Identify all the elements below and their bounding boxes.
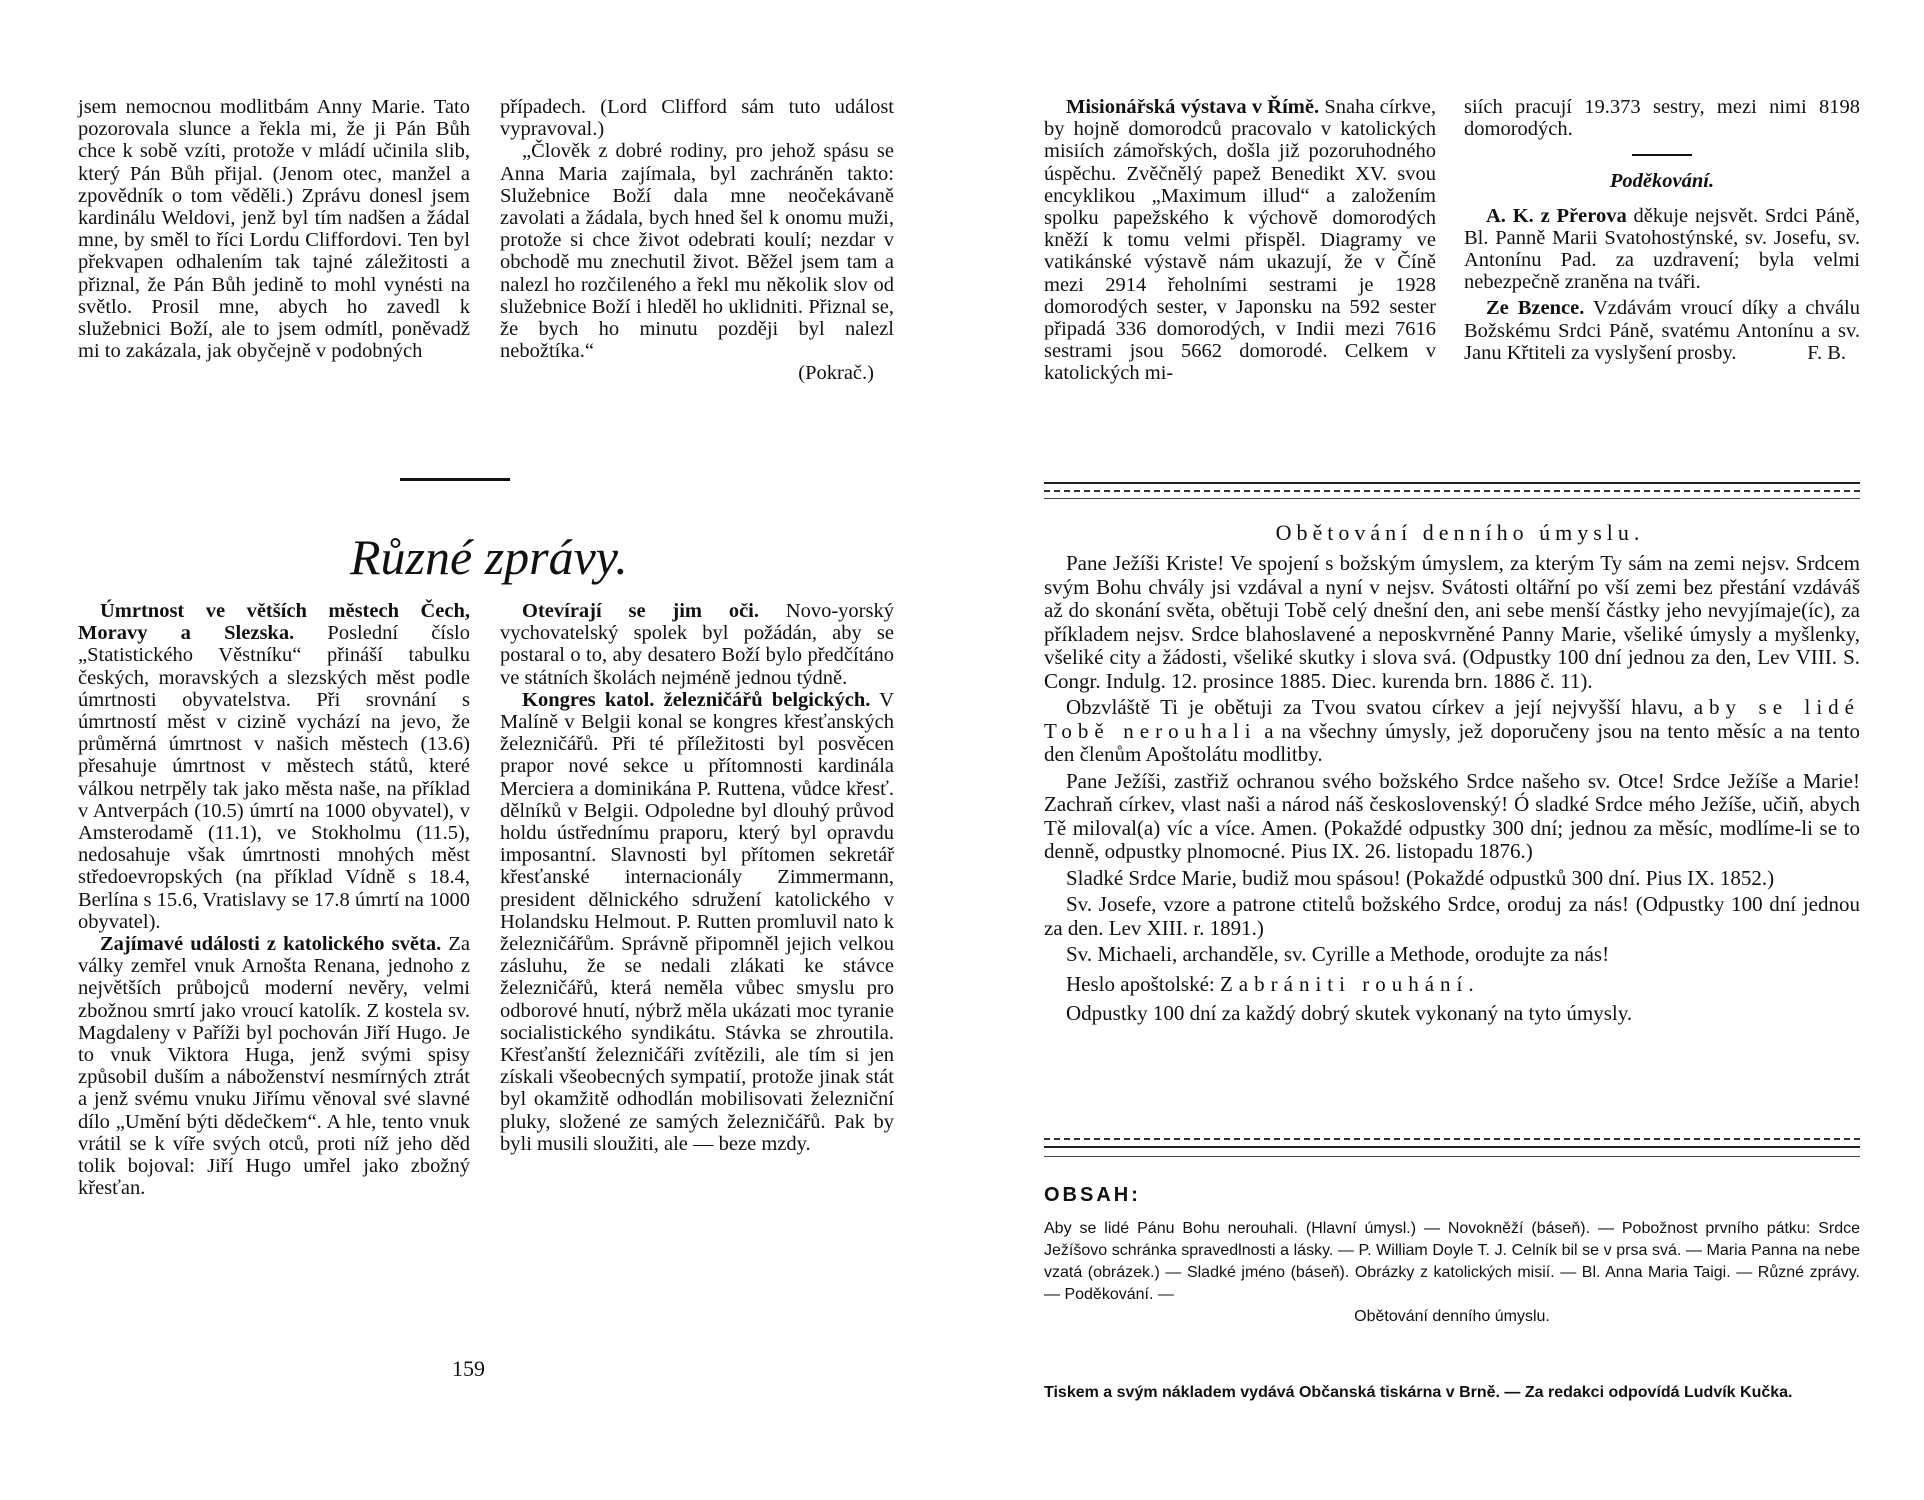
divider [1632, 154, 1692, 156]
publisher-footer: Tiskem a svým nákladem vydává Občanská tiskárna v Brně. — Za redakci odpovídá Ludvík Kučka. [1044, 1384, 1793, 1401]
continued-text-2a: případech. (Lord Clifford sám tuto událost vypravoval.) [500, 96, 894, 141]
continued-text-1: jsem nemocnou modlitbám Anny Marie. Tato pozorovala slunce a řekla mi, že ji Pán Bůh chce k sobě vzíti, protože v mládí učinila slib, který Pán Bůh přijal. (Jenom otec, manžel a zpovědník o tom věděli.) Zprávu donesl jsem kardinálu Weldovi, jenž byl tím nadšen a žádal mne, by směl to říci Lordu Cliffordovi. Ten byl překvapen odhalením tak tajné záležitosti a přiznal, že Pán Bůh jedině to mohl vynésti na světlo. Prosil mne, abych ho zavedl k služebnici Boží, ale to jsem odmítl, poněvadž mi to zakázala, jak obyčejně v podobných [78, 96, 470, 363]
section-divider [400, 478, 510, 481]
continued-text-column-2 [500, 96, 894, 385]
indulgence-note: Odpustky 100 dní za každý dobrý skutek vykonaný na tyto úmysly. [1066, 1001, 1633, 1025]
news-column-2 [500, 600, 894, 1155]
article-heading: Otevírají se jim oči. [522, 600, 759, 622]
article-heading: Kongres katol. železničářů belgických. [522, 688, 871, 711]
prayer-paragraph: Sladké Srdce Marie, budiž mou spásou! (Pokaždé odpustků 300 dní. Pius IX. 1852.) [1066, 865, 1775, 890]
article-missions: Misionářská výstava v Římě. Snaha církve, by hojně domorodců pracovalo v katolických misiích zámořských, došla již pozoruhodného úspěchu. Zvěčnělý papež Benedikt XV. svou encyklikou „Maximum illud“ a založením spolku papežského k výchově domorodých kněží k tomu velmi přispěl. Diagramy ve vatikánské výstavě nám ukazují, že v Číně mezi 2914 řeholními sestrami je 1928 domorodých sester, v Japonsku na 592 sester připadá 336 domorodých, v Indii mezi 7616 sestrami jsou 5662 domorodé. Celkem v katolických mi- [1044, 96, 1436, 385]
thanks-entry-2: Ze Bzence. Vzdávám vroucí díky a chválu Božskému Srdci Páně, svatému Antonínu a sv. Janu Křtiteli za vyslyšení prosby. F. B. [1464, 297, 1860, 364]
signature: F. B. [1807, 341, 1846, 364]
article-eyes-open: Otevírají se jim oči. Novo-yorský vychovatelský spolek byl požádán, aby se postaral o to, aby desatero Boží bylo předčítáno ve státních školách nejméně jednou týdně. [500, 600, 894, 689]
rule [1044, 490, 1860, 492]
article-catholic-world: Zajímavé události z katolického světa. Za války zemřel vnuk Arnošta Renana, jednoho z největších průbojců moderní nevěry, velmi zbožnou smrtí jako vroucí katolík. Z kostela sv. Magdaleny v Paříži byl pochován Jiří Hugo. Je to vnuk Viktora Huga, jenž svými spisy způsobil duším a náboženství nesmírných ztrát a jenž svému vnuku Jiřímu věnoval své slavné dílo „Umění býti dědečkem“. A hle, tento vnuk vrátil se k víře svých otců, proti níž jeho děd tolik bojoval: Jiří Hugo umřel jako zbožný křesťan. [78, 933, 470, 1200]
continued-text-column-1 [78, 96, 470, 362]
contents-last-line: Obětování denního úmyslu. [1354, 1308, 1550, 1325]
rule [1044, 1156, 1860, 1157]
article-heading: Misionářská výstava v Římě. [1066, 96, 1320, 118]
offering-prayer [1044, 552, 1860, 1029]
article-railway-congress: Kongres katol. železničářů belgických. V Malíně v Belgii konal se kongres křesťanských železničářů. Při té příležitosti byl posvěcen prapor nové sekce u přítomnosti kardinála Merciera a dominikána P. Ruttena, vůdce křesť. dělníků v Belgii. Odpoledne byl dlouhý průvod holdu ústřednímu praporu, který byl opravdu imposantní. Slavnosti byl přítomen sekretář křesťanské internacionály Zimmermann, president dělnického sdružení katolického v Holandsku Helmout. P. Rutten promluvil nato k železničářům. Správně připomněl jejich velkou zásluhu, že se nedali zlákati ke stávce železničářů, která neměla vůbec smyslu pro odborové hnutí, nýbrž měla ukázati moc tyranie socialistického syndikátu. Stávka se zhroutila. Křesťanští železničáři zvítězili, ale tím si jen získali všeobecných sympatií, protože jinak stát byl okamžitě odhodlán mobilisovati železniční pluky, složené ze samých železničářů. Pak by byli musili sloužiti, ale — beze mzdy. [500, 688, 894, 1155]
continued-text-2b: „Člověk z dobré rodiny, pro jehož spásu se Anna Maria zajímala, byl zachráněn takto: Služebnice Boží dala mne neočekávaně zavolati a žádala, bych hned šel k onomu muži, protože si chce život odebrati koulí; nezdar v obchodě mu znechutil život. Běžel jsem tam a nalezl ho rozčileného a řekl mu několik slov od služebnice Boží i hleděl ho uklidniti. Přiznal se, že bych ho minutu později byl nalezl nebožtíka.“ [500, 140, 894, 363]
section-title: Různé zprávy. [350, 529, 628, 585]
continued-marker: (Pokrač.) [798, 362, 874, 385]
prayer-paragraph: Obzvláště Ti je obětuji za Tvou svatou církev a její nejvyšší hlavu, aby se lidé Tobě nerouhali a na všechny úmysly, jež doporučeny jsou na tento měsíc a na tento den členům Apoštolátu modlitby. [1044, 695, 1860, 766]
prayer-paragraph: Pane Ježíši, zastřiž ochranou svého božského Srdce našeho sv. Otce! Srdce Ježíše a Marie! Zachraň církev, vlast naši a národ náš československý! Ó sladké Srdce mého Ježíše, učiň, abych Tě miloval(a) víc a více. Amen. (Pokaždé odpustky 300 dní; jednou za měsíc, modlíme-li se to denně, odpustky plnomocné. Pius IX. 26. listopadu 1876.) [1044, 768, 1860, 863]
article-mortality: Úmrtnost ve větších městech Čech, Moravy a Slezska. Poslední číslo „Statistického Věstníku“ přináší tabulku českých, moravských a slezských měst podle úmrtnosti obyvatelstva. Při srovnání s úmrtností měst v cizině vychází na jevo, že průměrná úmrtnost v našich městech (13.6) přesahuje úmrtnost v městech států, které válkou netrpěly tak jako města naše, na příklad v Antverpách (10.5) úmrtí na 1000 obyvatel), v Amsterodamě (11.1), ve Stokholmu (11.5), nedosahuje však úmrtnosti mnohých měst středoevropských (na příklad Vídně s 18.4, Berlína s 15.6, Vratislavy se 17.8 úmrtí na 1000 obyvatel). [78, 600, 470, 933]
prayer-paragraph: Sv. Josefe, vzore a patrone ctitelů božského Srdce, oroduj za nás! (Odpustky 100 dní jednou za den. Lev XIII. r. 1891.) [1044, 892, 1860, 940]
prayer-paragraph: Sv. Michaeli, archanděle, sv. Cyrille a Methode, orodujte za nás! [1066, 942, 1610, 966]
prayer-paragraph: Pane Ježíši Kriste! Ve spojení s božským úmyslem, za kterým Ty sám na zemi nejsv. Srdcem svým Bohu chvály jsi vzdával a nyní v nejsv. Svátosti oltářní po vší zemi bez přestání vzdáváš až do skonání světa, obětuji Tobě celý dnešní den, ani sebe menší částky jeho nevyjímaje(íc), za příkladem nejsv. Srdce blahoslavené a neposkvrněné Panny Marie, všeliké úmysly a myšlenky, všeliké city a žádosti, všeliké skutky i slova svá. (Odpustky 100 dní jednou za den, Lev VIII. S. Congr. Indulg. 12. prosince 1885. Diec. kurenda brn. 1886 č. 11). [1044, 551, 1860, 693]
page-number: 159 [452, 1356, 485, 1381]
contents-list: Aby se lidé Pánu Bohu nerouhali. (Hlavní úmysl.) — Novokněží (báseň). — Pobožnost prvního pátku: Srdce Ježíšovo schránka spravedlnosti a lásky. — P. William Doyle T. J. Celník bil se v prsa svá. — Maria Panna na nebe vzatá (obrázek.) — Sladké jméno (báseň). Obrázky z katolických misií. — Bl. Anna Maria Taigi. — Různé zprávy. — Poděkování. — Obětování denního úmyslu. [1044, 1218, 1860, 1328]
rule [1044, 1146, 1860, 1148]
thanks-column [1464, 96, 1860, 364]
article-heading: Úmrtnost ve větších městech Čech, Moravy a Slezska. [78, 600, 470, 645]
rule [1044, 1138, 1860, 1140]
apostolic-motto: Heslo apoštolské: Zabrániti rouhání. [1066, 971, 1480, 996]
missions-continued: siích pracují 19.373 sestry, mezi nimi 8198 domorodých. [1464, 96, 1860, 141]
thanks-title: Poděkování. [1609, 170, 1715, 193]
rule [1044, 482, 1860, 484]
news-column-1 [78, 600, 470, 1199]
missions-column [1044, 96, 1436, 385]
thanks-entry-1: A. K. z Přerova děkuje nejsvět. Srdci Páně, Bl. Panně Marii Svatohostýnské, sv. Josefu, sv. Antonínu Pad. za uzdravení; byla velmi nebezpečně zraněna na tváři. [1464, 204, 1860, 294]
rule [1044, 498, 1860, 499]
offering-title: Obětování denního úmyslu. [1275, 520, 1645, 545]
article-heading: Zajímavé události z katolického světa. [100, 933, 442, 956]
contents-heading: OBSAH: [1044, 1184, 1141, 1206]
